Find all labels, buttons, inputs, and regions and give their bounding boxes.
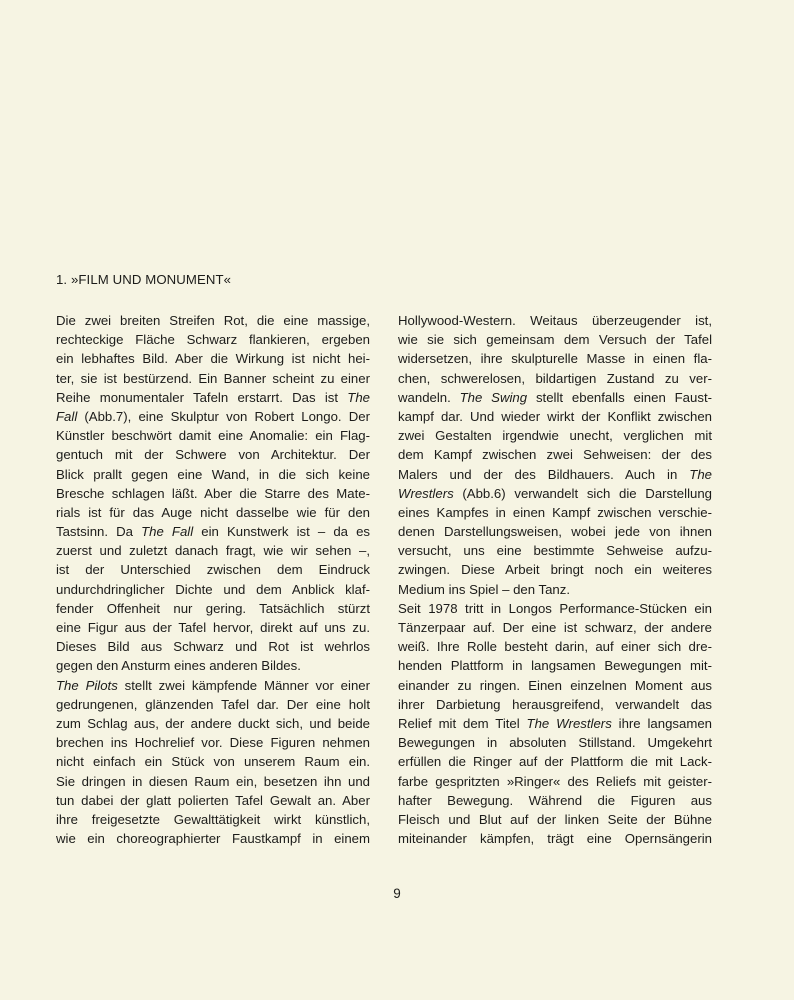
page-number: 9 [393, 886, 401, 901]
text-line [56, 810, 370, 829]
text-line [398, 465, 712, 484]
text-segment: Hollywood-Western. Weitaus überzeugender ist, [398, 313, 712, 328]
text-line [398, 407, 712, 426]
text-line [56, 580, 370, 599]
text-segment: zuerst und zuletzt danach fragt, wie wir sehen –, [56, 543, 370, 559]
text-line [56, 618, 370, 637]
text-line [398, 714, 712, 733]
text-segment: Bresche schlagen läßt. Aber die Starre des Mate- [56, 485, 370, 501]
text-segment: hafter Bewegung. Während die Figuren aus [398, 792, 712, 808]
text-segment: fender Offenheit nur gering. Tatsächlich stürzt [56, 600, 370, 616]
text-line [398, 656, 712, 675]
text-segment: rials ist für das Auge nicht dasselbe wie für den [56, 504, 370, 520]
text-segment: ein lebhaftes Bild. Aber die Wirkung ist nicht hei- [56, 351, 370, 367]
text-segment: zwei Gestalten irgendwie unecht, verglichen mit [398, 428, 712, 444]
text-segment: weiß. Ihre Rolle besteht darin, auf einer sich dre- [398, 639, 712, 655]
text-line [398, 733, 712, 752]
section-heading: 1. »FILM UND MONUMENT« [56, 272, 232, 287]
text-line [398, 791, 712, 810]
text-segment: ihre langsamen [611, 715, 712, 731]
text-segment: wie ein choreographierter Faustkampf in einem [56, 831, 370, 847]
text-line [398, 810, 712, 829]
text-line [398, 560, 712, 579]
text-segment: Fleisch und Blut auf der linken Seite der Bühne [398, 811, 712, 827]
text-line [398, 311, 712, 330]
text-line [398, 426, 712, 445]
text-line [56, 311, 370, 330]
text-segment: denen Darstellungsweisen, wobei jede von ihnen [398, 524, 712, 540]
text-line [56, 426, 370, 445]
text-segment: brechen ins Hochrelief vor. Diese Figuren nehmen [56, 735, 370, 751]
italic-title: The [347, 389, 370, 405]
text-segment: chen, schwerelosen, bildartigen Zustand zu ver- [398, 370, 712, 386]
text-segment: (Abb.7), eine Skulptur von Robert Longo. Der [77, 408, 370, 424]
text-segment: miteinander kämpfen, trägt eine Opernsängerin [398, 831, 712, 847]
text-segment: gedrungenen, glänzenden Tafel dar. Der eine holt [56, 696, 370, 712]
text-segment: (Abb.6) verwandelt sich die Darstellung [453, 485, 712, 501]
text-line [56, 656, 370, 675]
text-line [398, 829, 712, 848]
text-line [398, 618, 712, 637]
text-segment: erfüllen die Ringer auf der Plattform die mit Lack- [398, 754, 712, 770]
text-segment: nicht einfach ein Stück von unserem Raum ein. [56, 754, 370, 770]
text-segment: Die zwei breiten Streifen Rot, die eine massige, [56, 313, 370, 328]
text-segment: zwingen. Diese Arbeit bringt noch ein weiteres [398, 562, 712, 578]
text-segment: tun dabei der glatt polierten Tafel Gewalt an. Aber [56, 792, 370, 808]
text-line [398, 349, 712, 368]
text-segment: farbe gespritzten »Ringer« des Reliefs mit geister- [398, 773, 712, 789]
text-line [56, 503, 370, 522]
text-line [56, 733, 370, 752]
italic-title: The Pilots [56, 677, 118, 693]
text-segment: wandeln. [398, 389, 460, 405]
text-segment: Medium ins Spiel – den Tanz. [398, 581, 571, 597]
text-line [56, 407, 370, 426]
text-line [398, 330, 712, 349]
text-line [398, 503, 712, 522]
text-line [398, 369, 712, 388]
text-segment: ihrer Darbietung herausgreifend, verwandelt das [398, 696, 712, 712]
text-segment: eine Figur aus der Tafel hervor, direkt auf uns zu. [56, 620, 370, 635]
italic-title: Fall [56, 408, 78, 424]
text-line [56, 445, 370, 464]
text-segment: ihre freigesetzte Gewalttätigkeit wirkt künstlich, [56, 811, 370, 827]
text-line [56, 829, 370, 848]
text-line [398, 695, 712, 714]
text-segment: Bewegungen in absoluten Stillstand. Umgekehrt [398, 735, 712, 751]
text-line [56, 522, 370, 541]
text-segment: gegen den Ansturm eines anderen Bildes. [56, 658, 301, 674]
text-line [398, 676, 712, 695]
text-segment: Dieses Bild aus Schwarz und Rot ist wehrlos [56, 639, 370, 655]
left-text-column [56, 311, 370, 848]
text-segment: Blick prallt gegen eine Wand, in die sich keine [56, 466, 370, 482]
text-segment: ein Kunstwerk ist – da es [193, 524, 371, 540]
right-text-column [398, 311, 712, 848]
text-segment: wie sie sich gemeinsam dem Versuch der Tafel [398, 332, 712, 348]
text-segment: widersetzen, ihre skulpturelle Masse in einen fla- [398, 351, 712, 367]
text-segment: ist der Unterschied zwischen dem Eindruck [56, 562, 370, 578]
text-segment: Tastsinn. Da [56, 524, 142, 540]
text-segment: rechteckige Fläche Schwarz flankieren, ergeben [56, 332, 370, 348]
text-line [398, 580, 712, 599]
text-segment: Tänzerpaar auf. Der eine ist schwarz, der andere [398, 620, 712, 635]
text-line [56, 369, 370, 388]
text-line [56, 388, 370, 407]
text-line [56, 714, 370, 733]
text-segment: dem Kampf zwischen zwei Sehweisen: der des [398, 447, 712, 463]
text-line [56, 349, 370, 368]
text-line [398, 772, 712, 791]
text-line [56, 637, 370, 656]
text-line [398, 752, 712, 771]
text-line [56, 465, 370, 484]
text-segment: undurchdringlicher Dichte und dem Anblick klaf- [56, 581, 370, 597]
italic-title: The Wrestlers [526, 715, 612, 731]
text-line [56, 752, 370, 771]
text-segment: zum Schlag aus, der andere duckt sich, und beide [56, 715, 370, 731]
text-line [398, 388, 712, 407]
italic-title: The [689, 466, 712, 482]
text-segment: stellt zwei kämpfende Männer vor einer [117, 677, 370, 693]
text-line [56, 560, 370, 579]
text-segment: Malers und der des Bildhauers. Auch in [398, 466, 690, 482]
text-line [398, 637, 712, 656]
text-segment: Relief mit dem Titel [398, 715, 527, 731]
text-line [56, 330, 370, 349]
text-line [398, 599, 712, 618]
text-segment: gentuch mit der Schwere von Architektur. Der [56, 447, 370, 463]
text-line [56, 599, 370, 618]
text-segment: henden Plattform in langsamen Bewegungen mit- [398, 658, 712, 674]
italic-title: The Fall [141, 524, 194, 540]
text-line [398, 541, 712, 560]
text-segment: Reihe monumentaler Tafeln erstarrt. Das ist [56, 389, 348, 405]
text-segment: ter, sie ist bestürzend. Ein Banner scheint zu einer [56, 370, 370, 386]
italic-title: Wrestlers [398, 485, 454, 501]
text-segment: kampf dar. Und wieder wirkt der Konflikt zwischen [398, 408, 712, 424]
text-segment: versucht, uns eine bestimmte Sehweise aufzu- [398, 543, 712, 559]
text-line [56, 484, 370, 503]
text-line [56, 772, 370, 791]
text-line [398, 445, 712, 464]
text-segment: Seit 1978 tritt in Longos Performance-Stücken ein [398, 600, 712, 616]
text-segment: eines Kampfes in einen Kampf zwischen verschie- [398, 504, 712, 520]
text-segment: stellt ebenfalls einen Faust- [527, 389, 712, 405]
text-segment: Künstler beschwört damit eine Anomalie: ein Flag- [56, 428, 370, 444]
text-line [398, 522, 712, 541]
text-line [56, 541, 370, 560]
text-segment: einander zu ringen. Einen einzelnen Moment aus [398, 677, 712, 693]
text-line [398, 484, 712, 503]
italic-title: The Swing [459, 389, 528, 405]
text-line [56, 676, 370, 695]
text-line [56, 695, 370, 714]
text-segment: Sie dringen in diesen Raum ein, besetzen ihn und [56, 773, 370, 789]
text-line [56, 791, 370, 810]
